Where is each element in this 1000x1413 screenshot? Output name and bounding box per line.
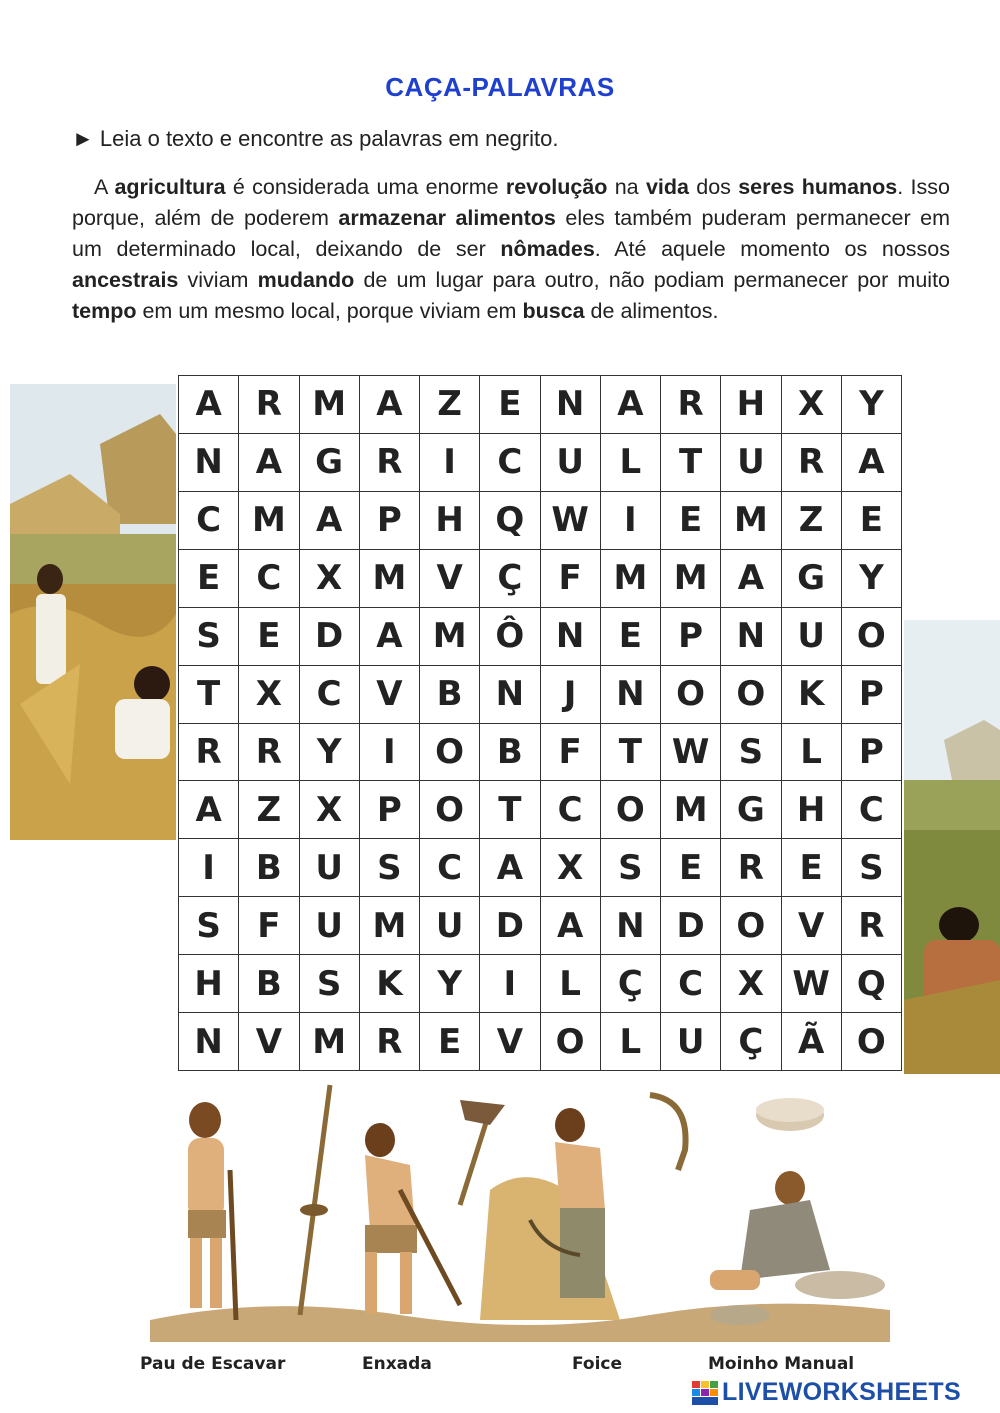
keyword: mudando xyxy=(257,268,355,292)
grid-cell[interactable]: B xyxy=(239,839,299,897)
page-title: CAÇA-PALAVRAS xyxy=(385,72,615,102)
grid-cell[interactable]: C xyxy=(179,492,239,550)
grid-cell[interactable]: I xyxy=(601,492,661,550)
grid-cell[interactable]: L xyxy=(601,1013,661,1071)
grid-cell[interactable]: M xyxy=(360,550,420,608)
grid-cell[interactable]: U xyxy=(661,1013,721,1071)
grid-cell[interactable]: Ô xyxy=(480,608,540,666)
keyword: ancestrais xyxy=(72,268,179,292)
paragraph-text: . Até aquele momento os nossos xyxy=(594,237,950,261)
grid-cell[interactable]: N xyxy=(179,1013,239,1071)
grid-cell[interactable]: A xyxy=(721,550,781,608)
grid-cell[interactable]: I xyxy=(360,724,420,782)
grid-cell[interactable]: Y xyxy=(842,550,902,608)
grid-cell[interactable]: C xyxy=(842,781,902,839)
grid-cell[interactable]: O xyxy=(842,608,902,666)
grid-cell[interactable]: A xyxy=(179,781,239,839)
prehistoric-tools-illustration xyxy=(150,1080,890,1342)
grid-cell[interactable]: U xyxy=(541,434,601,492)
grid-cell[interactable]: O xyxy=(420,724,480,782)
grid-cell[interactable]: B xyxy=(420,666,480,724)
grid-cell[interactable]: T xyxy=(179,666,239,724)
tool-label-moinho-manual: Moinho Manual xyxy=(708,1354,855,1374)
grid-cell[interactable]: Y xyxy=(300,724,360,782)
grid-cell[interactable]: A xyxy=(480,839,540,897)
farming-scene-illustration-right xyxy=(904,620,1000,1074)
grid-cell[interactable]: A xyxy=(360,608,420,666)
keyword: busca xyxy=(522,299,585,323)
liveworksheets-brand-text: LIVEWORKSHEETS xyxy=(722,1378,961,1406)
grid-cell[interactable]: C xyxy=(300,666,360,724)
keyword: revolução xyxy=(505,175,608,199)
word-search-grid xyxy=(178,375,902,1071)
paragraph-text: na xyxy=(607,175,646,199)
grid-cell[interactable]: E xyxy=(420,1013,480,1071)
grid-cell[interactable]: Ç xyxy=(601,955,661,1013)
grid-cell[interactable]: M xyxy=(300,376,360,434)
grid-cell[interactable]: R xyxy=(842,897,902,955)
grid-cell[interactable]: N xyxy=(541,608,601,666)
grid-cell[interactable]: Q xyxy=(842,955,902,1013)
liveworksheets-brand xyxy=(692,1378,961,1407)
grid-cell[interactable]: Y xyxy=(842,376,902,434)
grid-cell[interactable]: W xyxy=(782,955,842,1013)
grid-cell[interactable]: B xyxy=(480,724,540,782)
grid-cell[interactable]: E xyxy=(661,492,721,550)
grid-cell[interactable]: N xyxy=(480,666,540,724)
grid-cell[interactable]: A xyxy=(541,897,601,955)
grid-cell[interactable]: Y xyxy=(420,955,480,1013)
grid-cell[interactable]: S xyxy=(842,839,902,897)
grid-cell[interactable]: O xyxy=(601,781,661,839)
grid-cell[interactable]: Ç xyxy=(721,1013,781,1071)
grid-cell[interactable]: T xyxy=(480,781,540,839)
grid-cell[interactable]: R xyxy=(239,724,299,782)
grid-cell[interactable]: H xyxy=(420,492,480,550)
grid-cell[interactable]: C xyxy=(661,955,721,1013)
keyword: nômades xyxy=(500,237,595,261)
grid-cell[interactable]: M xyxy=(360,897,420,955)
paragraph-text: eles também puderam permanecer em um determinado local, deixando de ser xyxy=(72,206,951,261)
grid-cell[interactable]: P xyxy=(360,781,420,839)
grid-cell[interactable]: X xyxy=(541,839,601,897)
grid-cell[interactable]: L xyxy=(541,955,601,1013)
grid-cell[interactable]: A xyxy=(601,376,661,434)
tool-label-pau-de-escavar: Pau de Escavar xyxy=(140,1354,286,1374)
grid-cell[interactable]: M xyxy=(661,781,721,839)
grid-cell[interactable]: K xyxy=(782,666,842,724)
grid-cell[interactable]: W xyxy=(541,492,601,550)
grid-cell[interactable]: E xyxy=(239,608,299,666)
grid-cell[interactable]: R xyxy=(360,434,420,492)
keyword: agricultura xyxy=(114,175,226,199)
grid-cell[interactable]: P xyxy=(360,492,420,550)
grid-cell[interactable]: N xyxy=(541,376,601,434)
grid-cell[interactable]: N xyxy=(601,666,661,724)
grid-cell[interactable]: C xyxy=(541,781,601,839)
grid-cell[interactable]: U xyxy=(782,608,842,666)
grid-cell[interactable]: W xyxy=(661,724,721,782)
grid-cell[interactable]: I xyxy=(420,434,480,492)
grid-cell[interactable]: Ç xyxy=(480,550,540,608)
grid-cell[interactable]: I xyxy=(179,839,239,897)
grid-cell[interactable]: T xyxy=(601,724,661,782)
grid-cell[interactable]: S xyxy=(300,955,360,1013)
grid-cell[interactable]: E xyxy=(179,550,239,608)
grid-cell[interactable]: U xyxy=(300,839,360,897)
keyword: vida xyxy=(645,175,689,199)
grid-cell[interactable]: G xyxy=(721,781,781,839)
grid-cell[interactable]: X xyxy=(300,781,360,839)
grid-cell[interactable]: D xyxy=(661,897,721,955)
grid-cell[interactable]: R xyxy=(360,1013,420,1071)
grid-cell[interactable]: E xyxy=(480,376,540,434)
grid-cell[interactable]: P xyxy=(661,608,721,666)
grid-cell[interactable]: A xyxy=(842,434,902,492)
grid-cell[interactable]: H xyxy=(721,376,781,434)
grid-cell[interactable]: A xyxy=(179,376,239,434)
grid-cell[interactable]: X xyxy=(300,550,360,608)
paragraph-text: é considerada uma enorme xyxy=(225,175,506,199)
grid-cell[interactable]: V xyxy=(480,1013,540,1071)
grid-cell[interactable]: S xyxy=(179,608,239,666)
grid-cell[interactable]: O xyxy=(721,897,781,955)
liveworksheets-logo-icon xyxy=(692,1381,718,1405)
grid-cell[interactable]: X xyxy=(239,666,299,724)
grid-cell[interactable]: S xyxy=(721,724,781,782)
grid-cell[interactable]: R xyxy=(179,724,239,782)
grid-cell[interactable]: Q xyxy=(480,492,540,550)
grid-cell[interactable]: F xyxy=(541,724,601,782)
grid-cell[interactable]: X xyxy=(721,955,781,1013)
instruction-text: ► Leia o texto e encontre as palavras em negrito. xyxy=(72,126,559,151)
grid-cell[interactable]: C xyxy=(239,550,299,608)
grid-cell[interactable]: Z xyxy=(239,781,299,839)
grid-cell[interactable]: R xyxy=(782,434,842,492)
grid-cell[interactable]: U xyxy=(300,897,360,955)
grid-cell[interactable]: F xyxy=(541,550,601,608)
grid-cell[interactable]: G xyxy=(782,550,842,608)
grid-cell[interactable]: Ã xyxy=(782,1013,842,1071)
grid-cell[interactable]: N xyxy=(721,608,781,666)
grid-cell[interactable]: V xyxy=(420,550,480,608)
grid-cell[interactable]: K xyxy=(360,955,420,1013)
grid-cell[interactable]: B xyxy=(239,955,299,1013)
grid-cell[interactable]: C xyxy=(420,839,480,897)
grid-cell[interactable]: S xyxy=(360,839,420,897)
grid-cell[interactable]: E xyxy=(661,839,721,897)
grid-cell[interactable]: O xyxy=(420,781,480,839)
grid-cell[interactable]: V xyxy=(239,1013,299,1071)
grid-cell[interactable]: R xyxy=(661,376,721,434)
grid-cell[interactable]: P xyxy=(842,666,902,724)
grid-cell[interactable]: L xyxy=(601,434,661,492)
tool-label-foice: Foice xyxy=(572,1354,623,1374)
grid-cell[interactable]: E xyxy=(842,492,902,550)
tool-label-enxada: Enxada xyxy=(362,1354,432,1374)
keyword: tempo xyxy=(72,299,137,323)
grid-cell[interactable]: Z xyxy=(782,492,842,550)
grid-cell[interactable]: S xyxy=(601,839,661,897)
grid-cell[interactable]: O xyxy=(661,666,721,724)
keyword: seres humanos xyxy=(738,175,898,199)
grid-cell[interactable]: D xyxy=(480,897,540,955)
grid-cell[interactable]: D xyxy=(300,608,360,666)
grid-cell[interactable]: A xyxy=(300,492,360,550)
grid-cell[interactable]: E xyxy=(782,839,842,897)
grid-cell[interactable]: H xyxy=(782,781,842,839)
paragraph-text: . Isso porque, além de poderem xyxy=(72,175,950,230)
grid-cell[interactable]: A xyxy=(239,434,299,492)
grid-cell[interactable]: R xyxy=(239,376,299,434)
grid-cell[interactable]: J xyxy=(541,666,601,724)
grid-cell[interactable]: L xyxy=(782,724,842,782)
grid-cell[interactable]: A xyxy=(360,376,420,434)
grid-cell[interactable]: M xyxy=(721,492,781,550)
grid-cell[interactable]: E xyxy=(601,608,661,666)
grid-cell[interactable]: O xyxy=(842,1013,902,1071)
grid-cell[interactable]: G xyxy=(300,434,360,492)
grid-cell[interactable]: M xyxy=(300,1013,360,1071)
paragraph-text: dos xyxy=(688,175,739,199)
grid-cell[interactable]: X xyxy=(782,376,842,434)
grid-cell[interactable]: P xyxy=(842,724,902,782)
grid-cell[interactable]: U xyxy=(420,897,480,955)
grid-cell[interactable]: H xyxy=(179,955,239,1013)
grid-cell[interactable]: M xyxy=(601,550,661,608)
grid-cell[interactable]: M xyxy=(420,608,480,666)
keyword: armazenar alimentos xyxy=(338,206,556,230)
grid-cell[interactable]: C xyxy=(480,434,540,492)
grid-cell[interactable]: Z xyxy=(420,376,480,434)
farming-scene-illustration-left xyxy=(10,384,176,840)
grid-cell[interactable]: O xyxy=(541,1013,601,1071)
grid-cell[interactable]: M xyxy=(239,492,299,550)
grid-cell[interactable]: F xyxy=(239,897,299,955)
paragraph-text: A xyxy=(94,175,115,199)
grid-cell[interactable]: N xyxy=(179,434,239,492)
grid-cell[interactable]: S xyxy=(179,897,239,955)
paragraph-text: em um mesmo local, porque viviam em xyxy=(136,299,523,323)
paragraph-text: de alimentos. xyxy=(584,299,719,323)
paragraph-text: de um lugar para outro, não podiam permanecer por muito xyxy=(354,268,950,292)
paragraph-text: viviam xyxy=(178,268,258,292)
grid-cell[interactable]: I xyxy=(480,955,540,1013)
grid-cell[interactable]: R xyxy=(721,839,781,897)
grid-cell[interactable]: V xyxy=(360,666,420,724)
grid-cell[interactable]: V xyxy=(782,897,842,955)
grid-cell[interactable]: N xyxy=(601,897,661,955)
grid-cell[interactable]: U xyxy=(721,434,781,492)
grid-cell[interactable]: O xyxy=(721,666,781,724)
reading-paragraph xyxy=(72,172,950,327)
grid-cell[interactable]: M xyxy=(661,550,721,608)
grid-cell[interactable]: T xyxy=(661,434,721,492)
